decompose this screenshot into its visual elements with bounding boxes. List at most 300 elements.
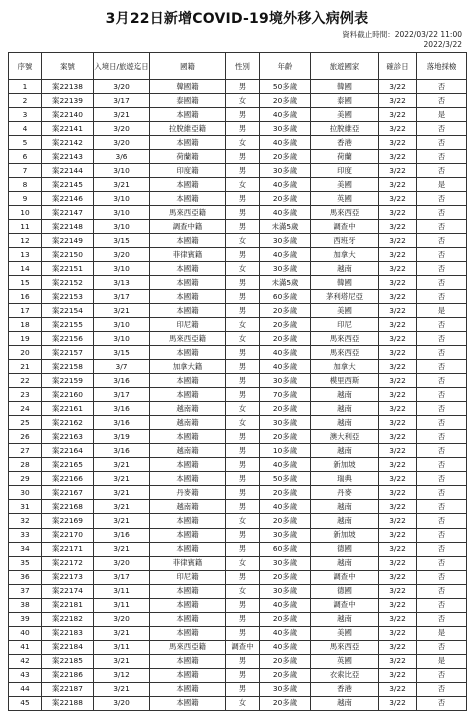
cell-age: 30多歲 — [260, 416, 311, 430]
cell-serial: 7 — [9, 164, 42, 178]
cell-arrival-test: 否 — [417, 542, 467, 556]
col-header-travel-country: 旅遊國家 — [311, 53, 379, 80]
cell-case-no: 案22139 — [42, 94, 94, 108]
cell-arrival-test: 否 — [417, 192, 467, 206]
cell-entry-date: 3/21 — [94, 472, 150, 486]
cell-serial: 42 — [9, 654, 42, 668]
cell-nationality: 本國籍 — [150, 654, 226, 668]
cell-entry-date: 3/11 — [94, 584, 150, 598]
cell-diagnosis-date: 3/22 — [379, 136, 417, 150]
table-row — [9, 626, 467, 640]
cell-age: 20多歲 — [260, 430, 311, 444]
cell-diagnosis-date: 3/22 — [379, 402, 417, 416]
cell-age: 40多歲 — [260, 360, 311, 374]
cell-nationality: 越南籍 — [150, 444, 226, 458]
cell-nationality: 本國籍 — [150, 668, 226, 682]
cell-travel-country: 新加坡 — [311, 458, 379, 472]
imported-cases-table — [8, 52, 467, 711]
cell-nationality: 調查中籍 — [150, 220, 226, 234]
table-row — [9, 136, 467, 150]
cell-arrival-test: 否 — [417, 276, 467, 290]
cell-travel-country: 越南 — [311, 556, 379, 570]
cell-age: 20多歲 — [260, 668, 311, 682]
cell-diagnosis-date: 3/22 — [379, 570, 417, 584]
cell-diagnosis-date: 3/22 — [379, 122, 417, 136]
cell-nationality: 菲律賓籍 — [150, 248, 226, 262]
cell-nationality: 本國籍 — [150, 542, 226, 556]
cell-serial: 5 — [9, 136, 42, 150]
cell-sex: 男 — [226, 276, 260, 290]
cell-travel-country: 模里西斯 — [311, 374, 379, 388]
cell-case-no: 案22158 — [42, 360, 94, 374]
table-row — [9, 514, 467, 528]
cell-sex: 男 — [226, 612, 260, 626]
cell-travel-country: 英國 — [311, 654, 379, 668]
cell-travel-country: 調查中 — [311, 598, 379, 612]
cell-arrival-test: 是 — [417, 108, 467, 122]
cell-entry-date: 3/15 — [94, 234, 150, 248]
cell-case-no: 案22188 — [42, 696, 94, 710]
cell-serial: 30 — [9, 486, 42, 500]
cell-nationality: 泰國籍 — [150, 94, 226, 108]
cell-arrival-test: 否 — [417, 458, 467, 472]
cell-arrival-test: 是 — [417, 304, 467, 318]
table-row — [9, 682, 467, 696]
cell-diagnosis-date: 3/22 — [379, 388, 417, 402]
table-row — [9, 262, 467, 276]
cell-diagnosis-date: 3/22 — [379, 150, 417, 164]
cell-entry-date: 3/16 — [94, 402, 150, 416]
cell-entry-date: 3/21 — [94, 654, 150, 668]
cell-serial: 19 — [9, 332, 42, 346]
cell-nationality: 本國籍 — [150, 374, 226, 388]
cell-diagnosis-date: 3/22 — [379, 542, 417, 556]
cell-entry-date: 3/15 — [94, 346, 150, 360]
cell-case-no: 案22142 — [42, 136, 94, 150]
table-row — [9, 304, 467, 318]
cell-age: 30多歲 — [260, 122, 311, 136]
cell-diagnosis-date: 3/22 — [379, 304, 417, 318]
cell-nationality: 越南籍 — [150, 416, 226, 430]
cell-sex: 男 — [226, 220, 260, 234]
cell-serial: 11 — [9, 220, 42, 234]
cell-entry-date: 3/20 — [94, 696, 150, 710]
cell-nationality: 本國籍 — [150, 458, 226, 472]
cell-arrival-test: 是 — [417, 178, 467, 192]
cell-entry-date: 3/20 — [94, 136, 150, 150]
table-row — [9, 80, 467, 94]
cell-diagnosis-date: 3/22 — [379, 528, 417, 542]
cell-sex: 女 — [226, 234, 260, 248]
table-row — [9, 234, 467, 248]
table-row — [9, 150, 467, 164]
cell-serial: 1 — [9, 80, 42, 94]
table-row — [9, 416, 467, 430]
cell-diagnosis-date: 3/22 — [379, 220, 417, 234]
cell-case-no: 案22165 — [42, 458, 94, 472]
cell-serial: 21 — [9, 360, 42, 374]
cell-diagnosis-date: 3/22 — [379, 94, 417, 108]
cell-age: 30多歲 — [260, 556, 311, 570]
cell-serial: 25 — [9, 416, 42, 430]
cell-diagnosis-date: 3/22 — [379, 500, 417, 514]
cell-age: 40多歲 — [260, 206, 311, 220]
cell-case-no: 案22153 — [42, 290, 94, 304]
cell-age: 20多歲 — [260, 486, 311, 500]
cell-sex: 男 — [226, 360, 260, 374]
cell-case-no: 案22140 — [42, 108, 94, 122]
cell-case-no: 案22141 — [42, 122, 94, 136]
cell-travel-country: 越南 — [311, 262, 379, 276]
cell-age: 未滿5歲 — [260, 220, 311, 234]
cell-diagnosis-date: 3/22 — [379, 206, 417, 220]
cell-travel-country: 越南 — [311, 612, 379, 626]
cell-age: 20多歲 — [260, 402, 311, 416]
cell-diagnosis-date: 3/22 — [379, 332, 417, 346]
cell-entry-date: 3/21 — [94, 682, 150, 696]
cell-travel-country: 越南 — [311, 500, 379, 514]
cell-nationality: 印度籍 — [150, 164, 226, 178]
cell-entry-date: 3/6 — [94, 150, 150, 164]
cell-age: 40多歲 — [260, 248, 311, 262]
cell-diagnosis-date: 3/22 — [379, 80, 417, 94]
cell-case-no: 案22170 — [42, 528, 94, 542]
cell-age: 50多歲 — [260, 80, 311, 94]
cell-serial: 40 — [9, 626, 42, 640]
cell-entry-date: 3/10 — [94, 164, 150, 178]
cell-travel-country: 香港 — [311, 682, 379, 696]
cell-nationality: 本國籍 — [150, 584, 226, 598]
cell-case-no: 案22151 — [42, 262, 94, 276]
cell-arrival-test: 否 — [417, 682, 467, 696]
cell-serial: 29 — [9, 472, 42, 486]
cell-travel-country: 印度 — [311, 164, 379, 178]
cell-case-no: 案22146 — [42, 192, 94, 206]
cell-age: 40多歲 — [260, 458, 311, 472]
cell-sex: 女 — [226, 556, 260, 570]
cell-diagnosis-date: 3/22 — [379, 444, 417, 458]
cell-case-no: 案22161 — [42, 402, 94, 416]
cell-diagnosis-date: 3/22 — [379, 416, 417, 430]
cell-nationality: 本國籍 — [150, 598, 226, 612]
cell-travel-country: 越南 — [311, 444, 379, 458]
cell-serial: 37 — [9, 584, 42, 598]
cell-travel-country: 印尼 — [311, 318, 379, 332]
data-cutoff-time: 資料截止時間：2022/03/22 11:00 — [342, 30, 462, 39]
cell-nationality: 拉脫維亞籍 — [150, 122, 226, 136]
table-row — [9, 598, 467, 612]
cell-case-no: 案22143 — [42, 150, 94, 164]
cell-age: 30多歲 — [260, 682, 311, 696]
table-row — [9, 570, 467, 584]
cell-nationality: 馬來西亞籍 — [150, 640, 226, 654]
cell-travel-country: 馬來西亞 — [311, 640, 379, 654]
cell-travel-country: 衣索比亞 — [311, 668, 379, 682]
cell-entry-date: 3/21 — [94, 486, 150, 500]
cell-serial: 39 — [9, 612, 42, 626]
cell-case-no: 案22156 — [42, 332, 94, 346]
cell-age: 30多歲 — [260, 262, 311, 276]
cell-entry-date: 3/20 — [94, 122, 150, 136]
cell-entry-date: 3/12 — [94, 668, 150, 682]
cell-arrival-test: 是 — [417, 626, 467, 640]
cell-sex: 女 — [226, 262, 260, 276]
cell-serial: 44 — [9, 682, 42, 696]
cell-sex: 男 — [226, 542, 260, 556]
cell-diagnosis-date: 3/22 — [379, 192, 417, 206]
cell-serial: 26 — [9, 430, 42, 444]
cell-serial: 22 — [9, 374, 42, 388]
cell-entry-date: 3/16 — [94, 444, 150, 458]
cell-travel-country: 香港 — [311, 136, 379, 150]
cell-serial: 45 — [9, 696, 42, 710]
cell-arrival-test: 否 — [417, 150, 467, 164]
cell-travel-country: 荷蘭 — [311, 150, 379, 164]
cell-entry-date: 3/10 — [94, 318, 150, 332]
cell-sex: 男 — [226, 290, 260, 304]
cell-case-no: 案22157 — [42, 346, 94, 360]
cell-travel-country: 德國 — [311, 542, 379, 556]
cell-entry-date: 3/10 — [94, 262, 150, 276]
table-row — [9, 486, 467, 500]
cell-diagnosis-date: 3/22 — [379, 556, 417, 570]
cell-arrival-test: 否 — [417, 612, 467, 626]
cell-sex: 男 — [226, 500, 260, 514]
cell-arrival-test: 否 — [417, 430, 467, 444]
cell-nationality: 本國籍 — [150, 626, 226, 640]
col-header-diagnosis-date: 確診日 — [379, 53, 417, 80]
cell-arrival-test: 否 — [417, 570, 467, 584]
col-header-case-no: 案號 — [42, 53, 94, 80]
table-row — [9, 584, 467, 598]
cell-entry-date: 3/17 — [94, 290, 150, 304]
cell-nationality: 越南籍 — [150, 402, 226, 416]
cell-serial: 32 — [9, 514, 42, 528]
cell-diagnosis-date: 3/22 — [379, 374, 417, 388]
cell-sex: 男 — [226, 374, 260, 388]
cell-age: 40多歲 — [260, 598, 311, 612]
cell-diagnosis-date: 3/22 — [379, 696, 417, 710]
cell-case-no: 案22186 — [42, 668, 94, 682]
cell-entry-date: 3/21 — [94, 304, 150, 318]
cell-entry-date: 3/17 — [94, 570, 150, 584]
cell-sex: 女 — [226, 318, 260, 332]
cell-age: 20多歲 — [260, 332, 311, 346]
cell-serial: 28 — [9, 458, 42, 472]
cell-case-no: 案22155 — [42, 318, 94, 332]
cell-nationality: 韓國籍 — [150, 80, 226, 94]
cell-age: 70多歲 — [260, 388, 311, 402]
cell-serial: 31 — [9, 500, 42, 514]
table-body — [9, 80, 467, 711]
cell-entry-date: 3/16 — [94, 374, 150, 388]
cell-arrival-test: 否 — [417, 416, 467, 430]
cell-age: 20多歲 — [260, 318, 311, 332]
page-title: 3月22日新增COVID-19境外移入病例表 — [105, 11, 369, 27]
cell-diagnosis-date: 3/22 — [379, 598, 417, 612]
cell-sex: 男 — [226, 486, 260, 500]
cell-serial: 33 — [9, 528, 42, 542]
cell-arrival-test: 否 — [417, 290, 467, 304]
cell-nationality: 本國籍 — [150, 262, 226, 276]
cell-arrival-test: 否 — [417, 402, 467, 416]
cell-entry-date: 3/20 — [94, 248, 150, 262]
table-row — [9, 556, 467, 570]
cell-case-no: 案22182 — [42, 612, 94, 626]
cell-serial: 15 — [9, 276, 42, 290]
cell-travel-country: 德國 — [311, 584, 379, 598]
cell-nationality: 加拿大籍 — [150, 360, 226, 374]
cell-sex: 女 — [226, 136, 260, 150]
cell-arrival-test: 否 — [417, 528, 467, 542]
report-meta — [342, 30, 462, 50]
cell-sex: 女 — [226, 402, 260, 416]
cell-arrival-test: 否 — [417, 220, 467, 234]
cell-age: 40多歲 — [260, 178, 311, 192]
cell-sex: 女 — [226, 514, 260, 528]
cell-arrival-test: 否 — [417, 122, 467, 136]
cell-travel-country: 加拿大 — [311, 248, 379, 262]
cell-diagnosis-date: 3/22 — [379, 682, 417, 696]
cell-case-no: 案22138 — [42, 80, 94, 94]
cell-age: 40多歲 — [260, 136, 311, 150]
table-row — [9, 164, 467, 178]
cell-nationality: 本國籍 — [150, 682, 226, 696]
table-row — [9, 444, 467, 458]
cell-arrival-test: 否 — [417, 206, 467, 220]
cell-travel-country: 馬來西亞 — [311, 332, 379, 346]
table-row — [9, 696, 467, 710]
cell-sex: 男 — [226, 206, 260, 220]
cell-serial: 35 — [9, 556, 42, 570]
cell-travel-country: 韓國 — [311, 80, 379, 94]
cell-travel-country: 英國 — [311, 192, 379, 206]
cell-age: 50多歲 — [260, 472, 311, 486]
cell-sex: 女 — [226, 696, 260, 710]
cell-sex: 男 — [226, 192, 260, 206]
cell-case-no: 案22168 — [42, 500, 94, 514]
cell-diagnosis-date: 3/22 — [379, 178, 417, 192]
cell-nationality: 本國籍 — [150, 192, 226, 206]
table-row — [9, 276, 467, 290]
cell-entry-date: 3/10 — [94, 332, 150, 346]
cell-sex: 男 — [226, 388, 260, 402]
table-row — [9, 654, 467, 668]
cell-diagnosis-date: 3/22 — [379, 108, 417, 122]
cell-entry-date: 3/11 — [94, 598, 150, 612]
cell-age: 40多歲 — [260, 640, 311, 654]
cell-sex: 男 — [226, 626, 260, 640]
cell-sex: 男 — [226, 682, 260, 696]
cell-nationality: 本國籍 — [150, 430, 226, 444]
cell-nationality: 本國籍 — [150, 528, 226, 542]
cell-sex: 男 — [226, 458, 260, 472]
cell-age: 60多歲 — [260, 542, 311, 556]
table-row — [9, 402, 467, 416]
cell-case-no: 案22166 — [42, 472, 94, 486]
cell-age: 60多歲 — [260, 290, 311, 304]
cell-nationality: 荷蘭籍 — [150, 150, 226, 164]
table-row — [9, 206, 467, 220]
cell-entry-date: 3/17 — [94, 388, 150, 402]
cell-serial: 6 — [9, 150, 42, 164]
cell-travel-country: 新加坡 — [311, 528, 379, 542]
cell-age: 30多歲 — [260, 164, 311, 178]
cell-serial: 20 — [9, 346, 42, 360]
cell-case-no: 案22187 — [42, 682, 94, 696]
cell-arrival-test: 否 — [417, 262, 467, 276]
cell-travel-country: 越南 — [311, 402, 379, 416]
table-row — [9, 458, 467, 472]
cell-age: 40多歲 — [260, 108, 311, 122]
cell-entry-date: 3/13 — [94, 276, 150, 290]
table-row — [9, 472, 467, 486]
table-row — [9, 374, 467, 388]
cell-age: 20多歲 — [260, 94, 311, 108]
table-row — [9, 290, 467, 304]
cell-nationality: 本國籍 — [150, 472, 226, 486]
cell-nationality: 菲律賓籍 — [150, 556, 226, 570]
cell-travel-country: 茅利塔尼亞 — [311, 290, 379, 304]
cell-case-no: 案22147 — [42, 206, 94, 220]
cell-case-no: 案22181 — [42, 598, 94, 612]
cell-sex: 女 — [226, 584, 260, 598]
cell-diagnosis-date: 3/22 — [379, 654, 417, 668]
table-row — [9, 528, 467, 542]
col-header-serial: 序號 — [9, 53, 42, 80]
cell-diagnosis-date: 3/22 — [379, 514, 417, 528]
cell-entry-date: 3/21 — [94, 626, 150, 640]
cell-arrival-test: 否 — [417, 94, 467, 108]
cell-age: 30多歲 — [260, 234, 311, 248]
cell-age: 20多歲 — [260, 514, 311, 528]
cell-serial: 10 — [9, 206, 42, 220]
table-row — [9, 612, 467, 626]
cell-case-no: 案22145 — [42, 178, 94, 192]
cell-arrival-test: 否 — [417, 332, 467, 346]
cell-sex: 男 — [226, 654, 260, 668]
cell-case-no: 案22160 — [42, 388, 94, 402]
cell-sex: 調查中 — [226, 640, 260, 654]
cell-nationality: 本國籍 — [150, 612, 226, 626]
cell-travel-country: 調查中 — [311, 570, 379, 584]
table-row — [9, 122, 467, 136]
cell-case-no: 案22152 — [42, 276, 94, 290]
cell-travel-country: 越南 — [311, 388, 379, 402]
cell-case-no: 案22183 — [42, 626, 94, 640]
table-header-row — [9, 53, 467, 80]
cell-sex: 男 — [226, 598, 260, 612]
cell-serial: 9 — [9, 192, 42, 206]
cell-travel-country: 美國 — [311, 178, 379, 192]
cell-nationality: 馬來西亞籍 — [150, 206, 226, 220]
cell-serial: 13 — [9, 248, 42, 262]
cell-entry-date: 3/17 — [94, 94, 150, 108]
cell-arrival-test: 否 — [417, 164, 467, 178]
cell-travel-country: 拉脫維亞 — [311, 122, 379, 136]
cell-travel-country: 調查中 — [311, 220, 379, 234]
cell-age: 40多歲 — [260, 346, 311, 360]
cell-case-no: 案22164 — [42, 444, 94, 458]
cell-serial: 4 — [9, 122, 42, 136]
col-header-entry-date: 入境日/旅遊迄日 — [94, 53, 150, 80]
cell-case-no: 案22163 — [42, 430, 94, 444]
cell-nationality: 越南籍 — [150, 500, 226, 514]
cell-sex: 男 — [226, 304, 260, 318]
cell-nationality: 本國籍 — [150, 388, 226, 402]
cell-entry-date: 3/10 — [94, 206, 150, 220]
cell-entry-date: 3/19 — [94, 430, 150, 444]
